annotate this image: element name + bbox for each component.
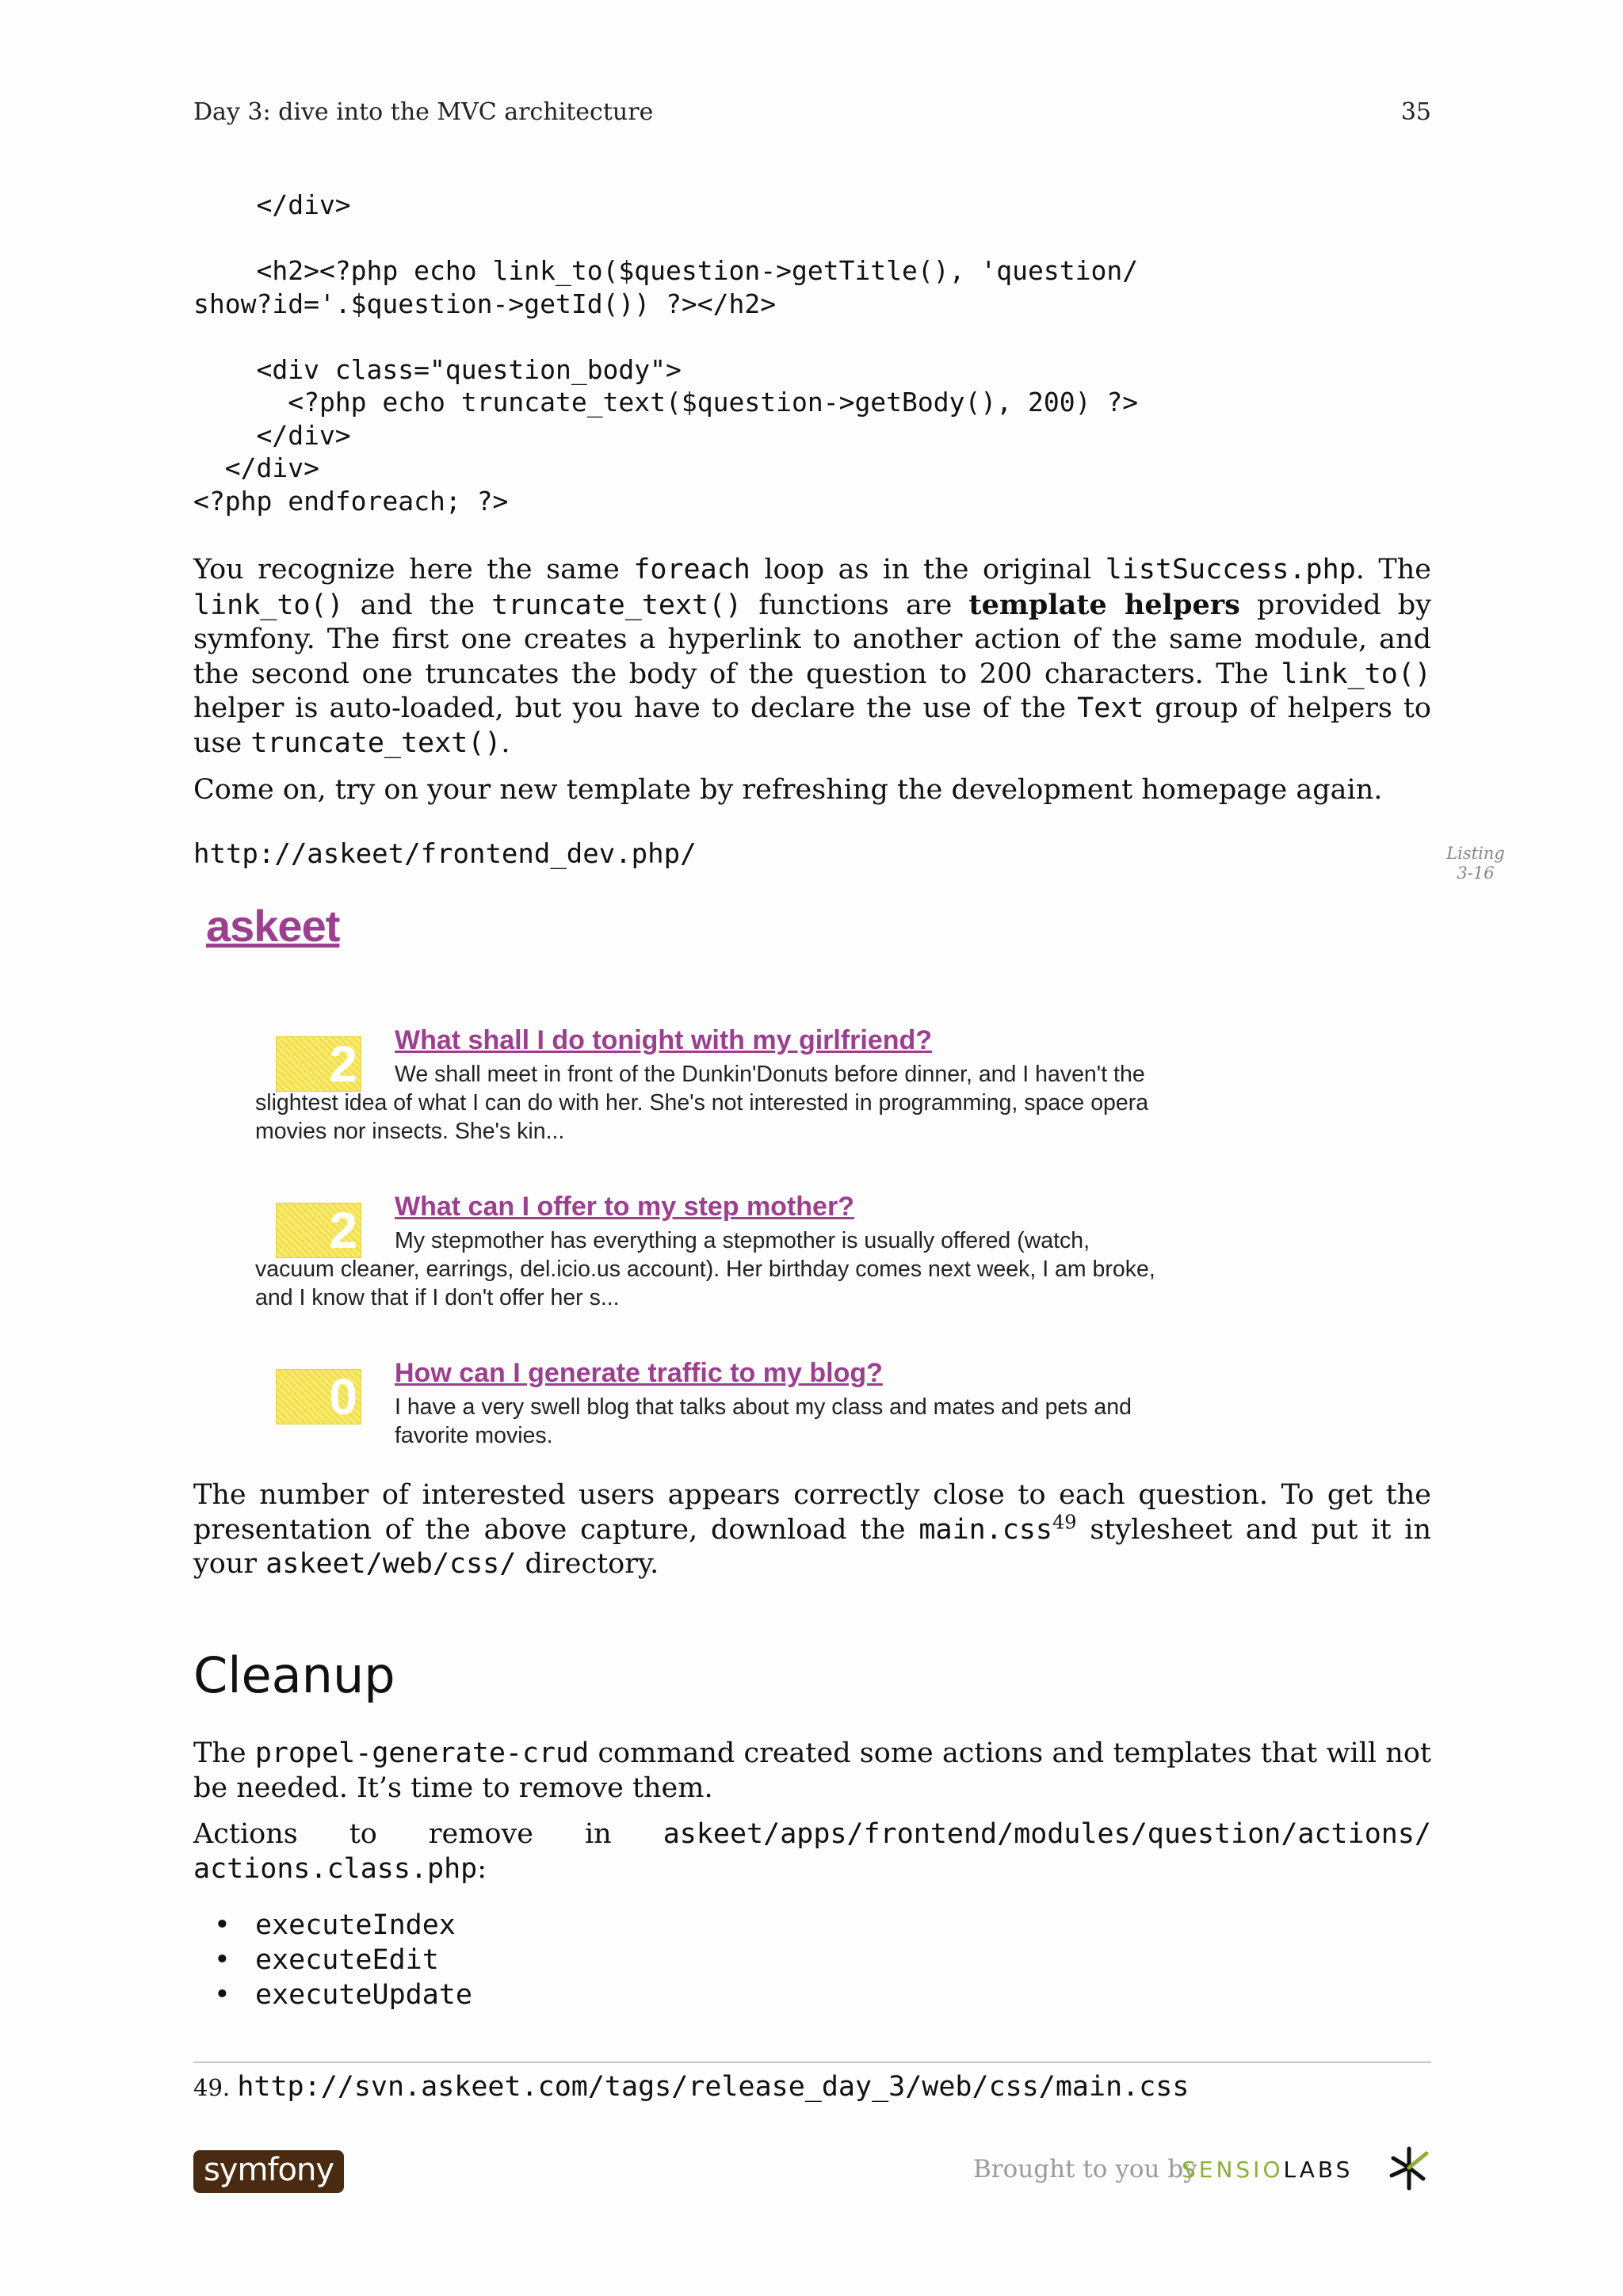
interest-count-box: 2 (276, 1203, 361, 1258)
footnote: 49. http://svn.askeet.com/tags/release_day_3/web/css/main.css (193, 2071, 1190, 2103)
askeet-screenshot (193, 895, 1263, 1450)
question-title-link[interactable]: What can I offer to my step mother? (395, 1192, 854, 1222)
listing-label: Listing 3-16 (1446, 844, 1505, 883)
running-header-title: Day 3: dive into the MVC architecture (193, 98, 654, 126)
sensiolabs-star-icon (1385, 2144, 1433, 2191)
interest-count-box: 2 (276, 1036, 361, 1092)
sensiolabs-logo: SENSIOLABS (1182, 2157, 1354, 2183)
footnote-link[interactable]: http://svn.askeet.com/tags/release_day_3/web/css/main.css (237, 2071, 1190, 2103)
code-listing: </div> <h2><?php echo link_to($question->getTitle(), 'question/ show?id='.$question->getId()) ?></h2> <div class="question_body"> <?php echo truncate_text($question->getBody(), 200) ?> </div> </div> <?php endforeach; ?> (193, 189, 1139, 517)
question-body: I have a very swell blog that talks about my class and mates and pets and favorite movies. (395, 1394, 1132, 1448)
paragraph-crud-command: The propel-generate-crud command created some actions and templates that will not be needed. It’s time to remove them. (193, 1737, 1431, 1804)
footnote-divider (193, 2061, 1431, 2063)
paragraph-try-template: Come on, try on your new template by refreshing the development homepage again. (193, 774, 1383, 806)
askeet-logo[interactable]: askeet (206, 901, 340, 951)
interest-count-box: 0 (276, 1369, 361, 1425)
paragraph-helpers: You recognize here the same foreach loop as in the original listSuccess.php. The link_to() and the truncate_text() functions are template helpers provided by symfony. The first one creates a hyperlink to another action of the same module, and the second one truncates the body of the question to 200 characters. The link_to() helper is auto-loaded, but you have to declare the use of the Text group of helpers to use truncate_text(). (193, 554, 1431, 759)
page-number: 35 (1400, 98, 1431, 126)
question-title-link[interactable]: How can I generate traffic to my blog? (395, 1358, 883, 1388)
paragraph-interested-users: The number of interested users appears correctly close to each question. To get the presentation of the above capture, download the main.css$^{49}$ stylesheet and put it in your askeet/web/css/ directory. (193, 1479, 1431, 1580)
question-body: My stepmother has everything a stepmother is usually offered (watch, vacuum cleaner, earrings, del.icio.us account). Her birthday comes next week, I am broke, and I know that if I don't offer her s... (255, 1228, 1155, 1310)
symfony-logo: symfony (193, 2150, 344, 2193)
section-heading-cleanup: Cleanup (193, 1646, 395, 1704)
brought-to-you-by: Brought to you by (973, 2155, 1197, 2183)
listing-url: http://askeet/frontend_dev.php/ (193, 838, 697, 870)
question-title-link[interactable]: What shall I do tonight with my girlfriend? (395, 1025, 933, 1055)
question-body: We shall meet in front of the Dunkin'Donuts before dinner, and I haven't the slightest idea of what I can do with her. She's not interested in programming, space opera movies nor insects. She's kin... (255, 1062, 1149, 1144)
paragraph-actions-to-remove: Actions to remove in askeet/apps/frontend/modules/question/actions/ actions.class.php: (193, 1818, 1431, 1885)
